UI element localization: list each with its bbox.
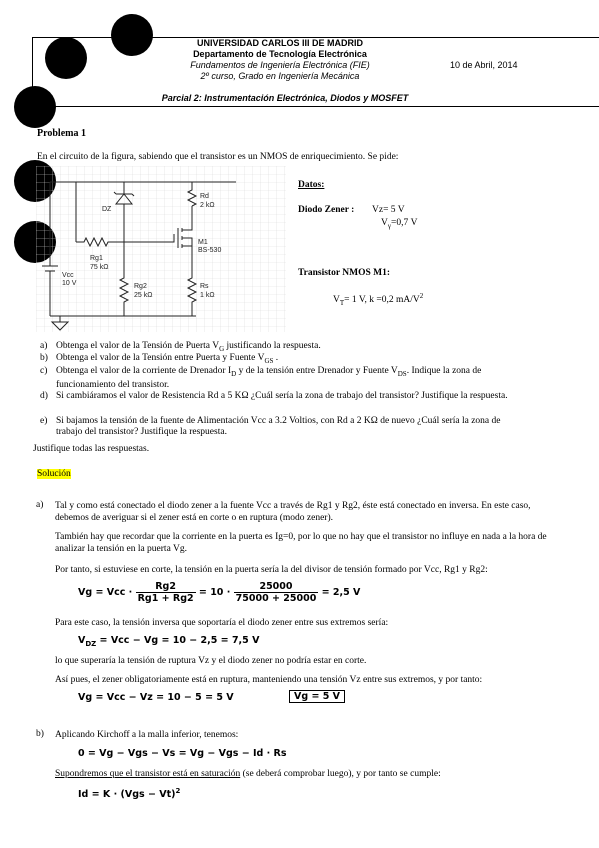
datos-title: Datos:: [298, 180, 325, 190]
result-vg: Vg = 5 V: [289, 691, 345, 702]
question-d: d) Si cambiáramos el valor de Resistencia Rd a 5 KΩ ¿Cuál sería la zona de trabajo del transistor? Justifique la respuesta.: [40, 391, 508, 401]
question-c: c) Obtenga el valor de la corriente de Drenador $I_D$ y de la tensión entre Drenador y Fuente $V_{DS}$. Indique la zona de funcionamiento del transistor.: [40, 366, 482, 390]
rg1-label: Rg1: [90, 255, 103, 262]
solution-a-p4: Para este caso, la tensión inversa que soportaría el diodo zener entre sus extremos sería:: [55, 618, 389, 628]
course-name: Fundamentos de Ingeniería Electrónica (FIE): [190, 60, 370, 70]
solution-b-p2: Supondremos que el transistor está en saturación (se deberá comprobar luego), y por tanto se cumple:: [55, 769, 441, 779]
dz-label: DZ: [102, 206, 112, 213]
equation-vg-zener: Vg = Vcc − Vz = 10 − 5 = 5 V: [78, 692, 234, 703]
solution-a-p5: lo que superaría la tensión de ruptura Vz y el diodo zener no podría estar en corte.: [55, 656, 367, 666]
rd-label: Rd: [200, 193, 209, 200]
rg2-label: Rg2: [134, 283, 147, 290]
exam-date: 10 de Abril, 2014: [450, 60, 518, 70]
rg1-value: 75 kΩ: [90, 264, 109, 271]
solution-a-p1: Tal y como está conectado el diodo zener a la fuente Vcc a través de Rg1 y Rg2, éste está conectado en inversa. En este caso, debemos de averiguar si el zener está en corte o en ruptura (modo zener).: [55, 501, 531, 523]
m1-part: BS-530: [198, 247, 222, 254]
vcc-label: Vcc: [62, 272, 74, 279]
equation-vdz: $V_{DZ}$ = Vcc − Vg = 10 − 2,5 = 7,5 V: [78, 635, 260, 648]
nmos-label: Transistor NMOS M1:: [298, 268, 391, 278]
zener-vz: Vz= 5 V: [372, 205, 405, 215]
problem-intro: En el circuito de la figura, sabiendo que el transistor es un NMOS de enriquecimiento. Se pide:: [37, 152, 399, 162]
solution-b-p1: Aplicando Kirchoff a la malla inferior, tenemos:: [55, 730, 239, 740]
rd-value: 2 kΩ: [200, 202, 215, 209]
university-name: UNIVERSIDAD CARLOS III DE MADRID: [196, 38, 363, 48]
solution-a-p6: Así pues, el zener obligatoriamente está en ruptura, manteniendo una tensión Vz entre sus extremos, y por tanto:: [55, 675, 483, 685]
nmos-params: $V_T= 1$ V, k =0,2 $mA/V^2$: [333, 292, 424, 308]
rs-value: 1 kΩ: [200, 292, 215, 299]
zener-vgamma: $V_\gamma=0,7$ V: [381, 218, 418, 230]
equation-id-saturation: Id = K · (Vgs − Vt)$^2$: [78, 787, 181, 801]
equation-vg-divider: Vg = Vcc · $\frac{Rg2}{Rg1 + Rg2}$ = 10 · $\frac{25000}{75000 + 25000}$ = 2,5 V: [78, 581, 361, 604]
solution-a-p3: Por tanto, si estuviese en corte, la tensión en la puerta sería la del divisor de tensión formado por Vcc, Rg1 y Rg2:: [55, 565, 488, 575]
question-e: e) Si bajamos la tensión de la fuente de Alimentación Vcc a 3.2 Voltios, con Rd a 2 KΩ de nuevo ¿Cuál sería la zona de trabajo del transistor? Justifique la respuesta.: [40, 416, 501, 437]
solution-b-label: b): [36, 729, 44, 739]
circuit-diagram: [36, 166, 286, 332]
department-name: Departamento de Tecnología Electrónica: [193, 49, 367, 59]
zener-label: Diodo Zener :: [298, 205, 355, 215]
solution-a-label: a): [36, 500, 44, 510]
question-b: b) Obtenga el valor de la Tensión entre Puerta y Fuente $V_{GS}$ .: [40, 353, 279, 365]
m1-label: M1: [198, 239, 208, 246]
exam-title: Parcial 2: Instrumentación Electrónica, Diodos y MOSFET: [161, 93, 409, 103]
rg2-value: 25 kΩ: [134, 292, 153, 299]
solution-title: Solución: [37, 469, 71, 479]
justify-note: Justifique todas las respuestas.: [33, 444, 150, 454]
vcc-value: 10 V: [62, 280, 77, 287]
rs-label: Rs: [200, 283, 209, 290]
question-a: a) Obtenga el valor de la Tensión de Puerta $V_G$ justificando la respuesta.: [40, 341, 321, 353]
equation-kirchhoff: 0 = Vg − Vgs − Vs = Vg − Vgs − Id · Rs: [78, 748, 287, 759]
degree-name: 2º curso, Grado en Ingeniería Mecánica: [200, 71, 360, 81]
problem-title: Problema 1: [37, 128, 86, 139]
solution-a-p2: También hay que recordar que la corriente en la puerta es Ig=0, por lo que no hay que el transistor no influye en nada a la hora de analizar la tensión en la puerta Vg.: [55, 532, 547, 554]
